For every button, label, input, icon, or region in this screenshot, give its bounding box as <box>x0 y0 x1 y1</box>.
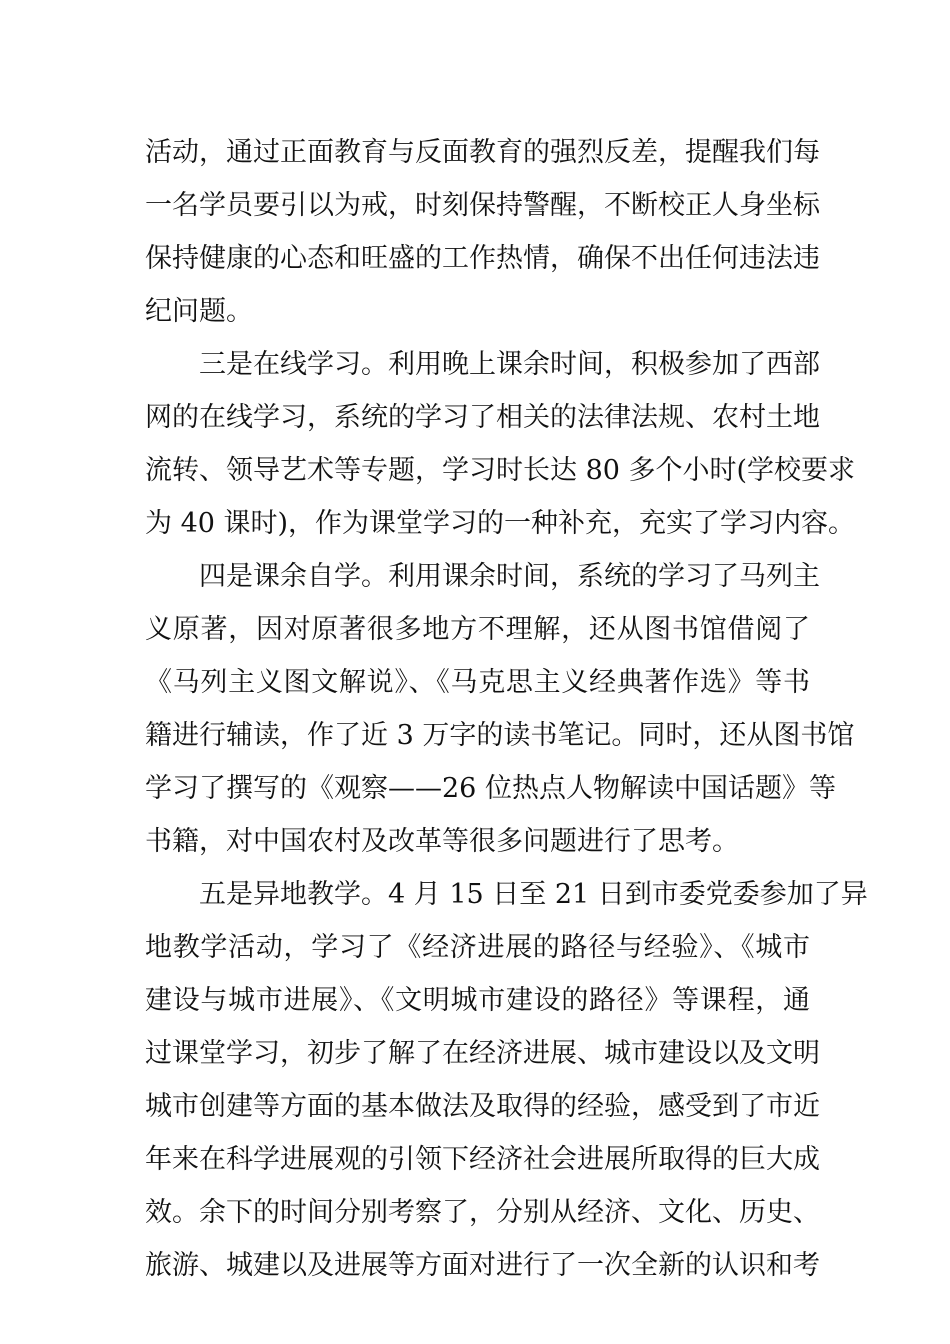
text-line: 义原著，因对原著很多地方不理解，还从图书馆借阅了 <box>145 614 810 645</box>
text-line: 一名学员要引以为戒，时刻保持警醒，不断校正人身坐标 <box>145 190 820 221</box>
text-line: 书籍，对中国农村及改革等很多问题进行了思考。 <box>145 826 739 857</box>
paragraph-continuation <box>145 126 820 338</box>
text-line: 年来在科学进展观的引领下经济社会进展所取得的巨大成 <box>145 1144 820 1175</box>
paragraph-online-study <box>145 338 856 550</box>
text-line: 籍进行辅读，作了近 3 万字的读书笔记。同时，还从图书馆 <box>145 720 855 751</box>
text-line: 网的在线学习，系统的学习了相关的法律法规、农村土地 <box>145 402 820 433</box>
paragraph-offsite-teaching <box>145 868 868 1292</box>
text-line: 过课堂学习，初步了解了在经济进展、城市建设以及文明 <box>145 1038 820 1069</box>
text-line: 三是在线学习。利用晚上课余时间，积极参加了西部 <box>199 349 820 380</box>
text-line: 地教学活动，学习了《经济进展的路径与经验》、《城市 <box>145 932 810 963</box>
text-line: 《马列主义图文解说》、《马克思主义经典著作选》等书 <box>145 667 810 698</box>
text-line: 旅游、城建以及进展等方面对进行了一次全新的认识和考 <box>145 1250 820 1281</box>
text-line: 学习了撰写的《观察——26 位热点人物解读中国话题》等 <box>145 773 836 804</box>
text-line: 保持健康的心态和旺盛的工作热情，确保不出任何违法违 <box>145 243 820 274</box>
text-line: 纪问题。 <box>145 296 253 327</box>
document-body <box>145 126 868 1292</box>
text-line: 活动，通过正面教育与反面教育的强烈反差，提醒我们每 <box>145 137 820 168</box>
text-line: 为 40 课时)，作为课堂学习的一种补充，充实了学习内容。 <box>145 508 856 539</box>
text-line: 四是课余自学。利用课余时间，系统的学习了马列主 <box>199 561 820 592</box>
text-line: 城市创建等方面的基本做法及取得的经验，感受到了市近 <box>145 1091 820 1122</box>
text-line: 效。余下的时间分别考察了，分别从经济、文化、历史、 <box>145 1197 820 1228</box>
text-line: 流转、领导艺术等专题，学习时长达 80 多个小时(学校要求 <box>145 455 856 486</box>
text-line: 建设与城市进展》、《文明城市建设的路径》等课程，通 <box>145 985 810 1016</box>
text-line: 五是异地教学。4 月 15 日至 21 日到市委党委参加了异 <box>199 879 868 910</box>
paragraph-self-study <box>145 550 855 868</box>
